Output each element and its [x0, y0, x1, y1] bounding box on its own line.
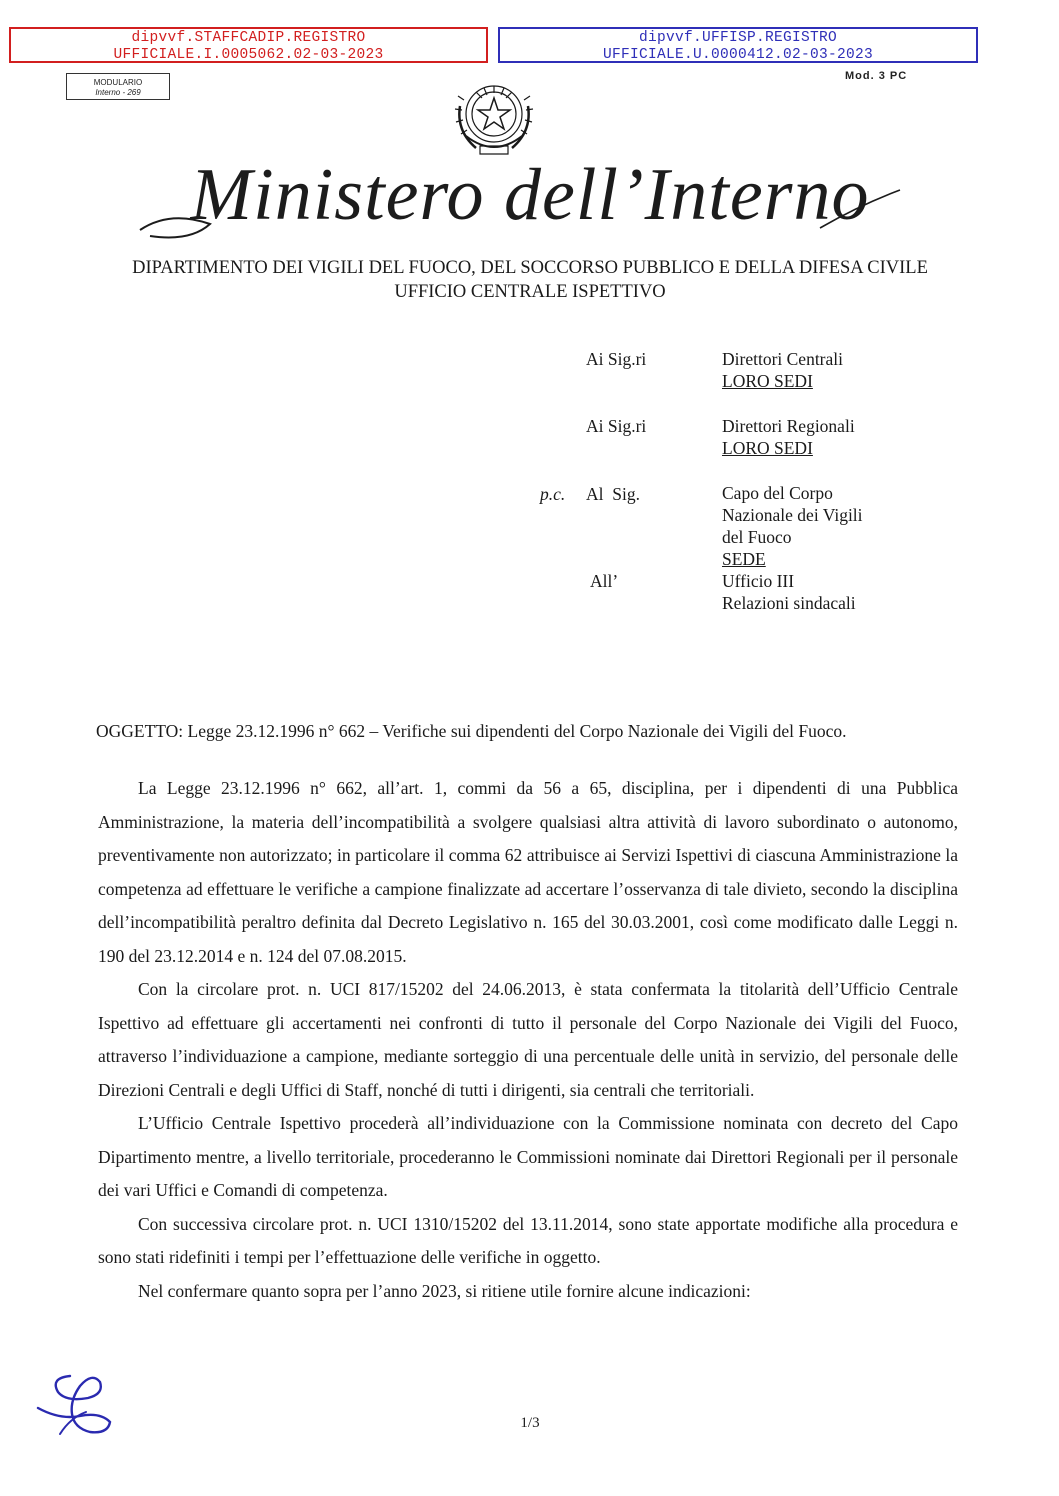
outgoing-stamp-line1: dipvvf.UFFISP.REGISTRO [638, 30, 838, 46]
italian-republic-emblem-icon [446, 76, 542, 160]
body-paragraph: La Legge 23.12.1996 n° 662, all’art. 1, commi da 56 a 65, disciplina, per i dipendenti di una Pubblica Amministrazione, la materia dell’incompatibilità a svolgere qualsiasi altra attività di lavoro subordinato o autonomo, preventivamente non autorizzato; in particolare il comma 62 attribuisce ai Servizi Ispettivi di ciascuna Amministrazione la competenza ad effettuare le verifiche a campione finalizzate ad accertare l’osservanza di tale divieto, secondo la disciplina dell’incompatibilità peraltro definita dal Decreto Legislativo n. 165 del 30.03.2001, così come modificato dalle Leggi n. 190 del 23.12.2014 e n. 124 del 07.08.2015. [98, 778, 958, 966]
handwritten-initials-signature [30, 1368, 120, 1440]
recipient-name: Direttori Regionali [722, 416, 855, 436]
recipient-name: Direttori Centrali [722, 349, 844, 369]
modulario-label: MODULARIO [93, 78, 143, 87]
ministry-title [130, 150, 930, 250]
incoming-stamp-line2: UFFICIALE.I.0005062.02-03-2023 [113, 47, 384, 63]
recipient-name: Nazionale dei Vigili [722, 505, 863, 525]
recipient-name: Relazioni sindacali [722, 593, 856, 613]
incoming-protocol-stamp [9, 27, 488, 63]
recipient-salutation: All’ [590, 571, 619, 591]
recipient-location: SEDE [722, 549, 766, 569]
incoming-stamp-line1: dipvvf.STAFFCADIP.REGISTRO [131, 30, 366, 46]
recipient-prefix: p.c. [540, 484, 566, 504]
title-flourish [130, 150, 930, 250]
mod-code: Mod. 3 PC [845, 70, 908, 82]
outgoing-stamp-line2: UFFICIALE.U.0000412.02-03-2023 [602, 47, 874, 63]
recipient-location: LORO SEDI [722, 371, 813, 391]
department-name: DIPARTIMENTO DEI VIGILI DEL FUOCO, DEL SOCCORSO PUBBLICO E DELLA DIFESA CIVILE [132, 258, 928, 278]
ministry-name: Ministero dell’Interno [190, 154, 870, 236]
body-text [98, 772, 958, 1308]
page-number: 1/3 [520, 1415, 540, 1431]
subject-line: OGGETTO: Legge 23.12.1996 n° 662 – Verifiche sui dipendenti del Corpo Nazionale dei Vigili del Fuoco. [96, 721, 847, 741]
office-name: UFFICIO CENTRALE ISPETTIVO [394, 282, 666, 302]
body-paragraph: Nel confermare quanto sopra per l’anno 2023, si ritiene utile fornire alcune indicazioni: [138, 1280, 751, 1301]
body-paragraph: Con la circolare prot. n. UCI 817/15202 del 24.06.2013, è stata confermata la titolarità dell’Ufficio Centrale Ispettivo ad effettuare gli accertamenti nei confronti di tutto il personale del Corpo Nazionale dei Vigili del Fuoco, attraverso l’individuazione a campione, mediante sorteggio di una percentuale delle unità in servizio, del personale delle Direzioni Centrali e degli Uffici di Staff, nonché di tutti i dirigenti, sia centrali che territoriali. [98, 979, 958, 1100]
recipient-salutation: Al Sig. [586, 484, 640, 504]
recipient-salutation: Ai Sig.ri [586, 349, 647, 369]
recipient-salutation: Ai Sig.ri [586, 416, 647, 436]
modulario-code: Interno - 269 [95, 88, 141, 97]
recipient-name: Capo del Corpo [722, 483, 833, 503]
outgoing-protocol-stamp [498, 27, 978, 63]
recipient-location: LORO SEDI [722, 438, 813, 458]
body-paragraph: L’Ufficio Centrale Ispettivo procederà all’individuazione con la Commissione nominata con decreto del Capo Dipartimento mentre, a livello territoriale, procederanno le Commissioni nominate dai Direttori Regionali per il personale dei vari Uffici e Comandi di competenza. [98, 1113, 958, 1200]
body-paragraph: Con successiva circolare prot. n. UCI 1310/15202 del 13.11.2014, sono state apportate modifiche alla procedura e sono stati ridefiniti i tempi per l’effettuazione delle verifiche in oggetto. [98, 1213, 958, 1267]
recipient-name: Ufficio III [722, 571, 795, 591]
recipient-name: del Fuoco [722, 527, 792, 547]
modulario-box [66, 73, 170, 100]
